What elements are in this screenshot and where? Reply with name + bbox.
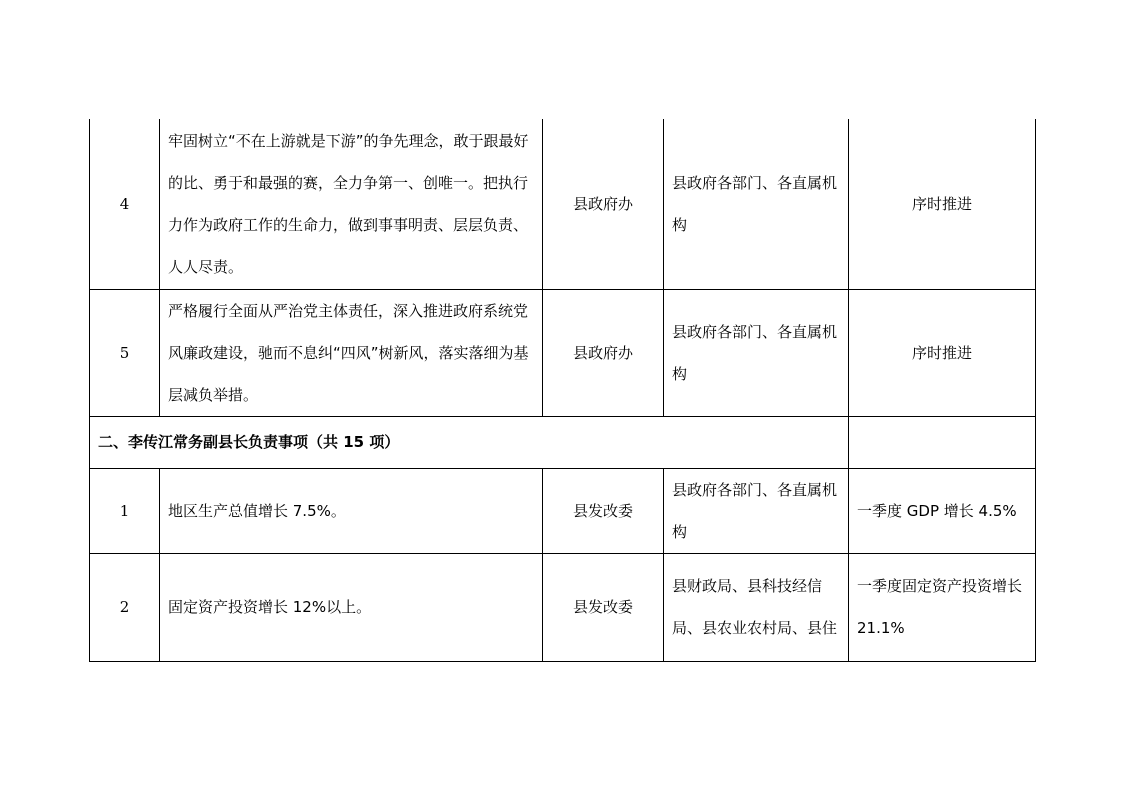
table-row <box>90 468 1036 553</box>
progress-status: 序时推进 <box>849 289 1036 416</box>
lead-unit: 县发改委 <box>543 553 664 661</box>
progress-status: 一季度固定资产投资增长 21.1% <box>849 553 1036 661</box>
table-row <box>90 289 1036 416</box>
cooperating-units: 县政府各部门、各直属机构 <box>664 468 849 553</box>
lead-unit: 县发改委 <box>543 468 664 553</box>
section-title: 二、李传江常务副县长负责事项（共 15 项） <box>90 416 849 468</box>
item-number: 2 <box>90 553 160 661</box>
lead-unit: 县政府办 <box>543 289 664 416</box>
cooperating-units: 县政府各部门、各直属机构 <box>664 289 849 416</box>
section-header-row <box>90 416 1036 468</box>
task-table <box>89 119 1036 662</box>
table-row <box>90 553 1036 661</box>
task-content: 固定资产投资增长 12%以上。 <box>160 553 543 661</box>
task-content: 严格履行全面从严治党主体责任，深入推进政府系统党风廉政建设，驰而不息纠“四风”树新风，落实落细为基层减负举措。 <box>160 289 543 416</box>
task-content: 地区生产总值增长 7.5%。 <box>160 468 543 553</box>
cooperating-units: 县政府各部门、各直属机构 <box>664 119 849 289</box>
item-number: 1 <box>90 468 160 553</box>
task-content: 牢固树立“不在上游就是下游”的争先理念，敢于跟最好的比、勇于和最强的赛，全力争第一、创唯一。把执行力作为政府工作的生命力，做到事事明责、层层负责、人人尽责。 <box>160 119 543 289</box>
item-number: 4 <box>90 119 160 289</box>
progress-status: 一季度 GDP 增长 4.5% <box>849 468 1036 553</box>
progress-status: 序时推进 <box>849 119 1036 289</box>
cooperating-units: 县财政局、县科技经信局、县农业农村局、县住 <box>664 553 849 661</box>
empty-cell <box>849 416 1036 468</box>
item-number: 5 <box>90 289 160 416</box>
table-row <box>90 119 1036 289</box>
lead-unit: 县政府办 <box>543 119 664 289</box>
